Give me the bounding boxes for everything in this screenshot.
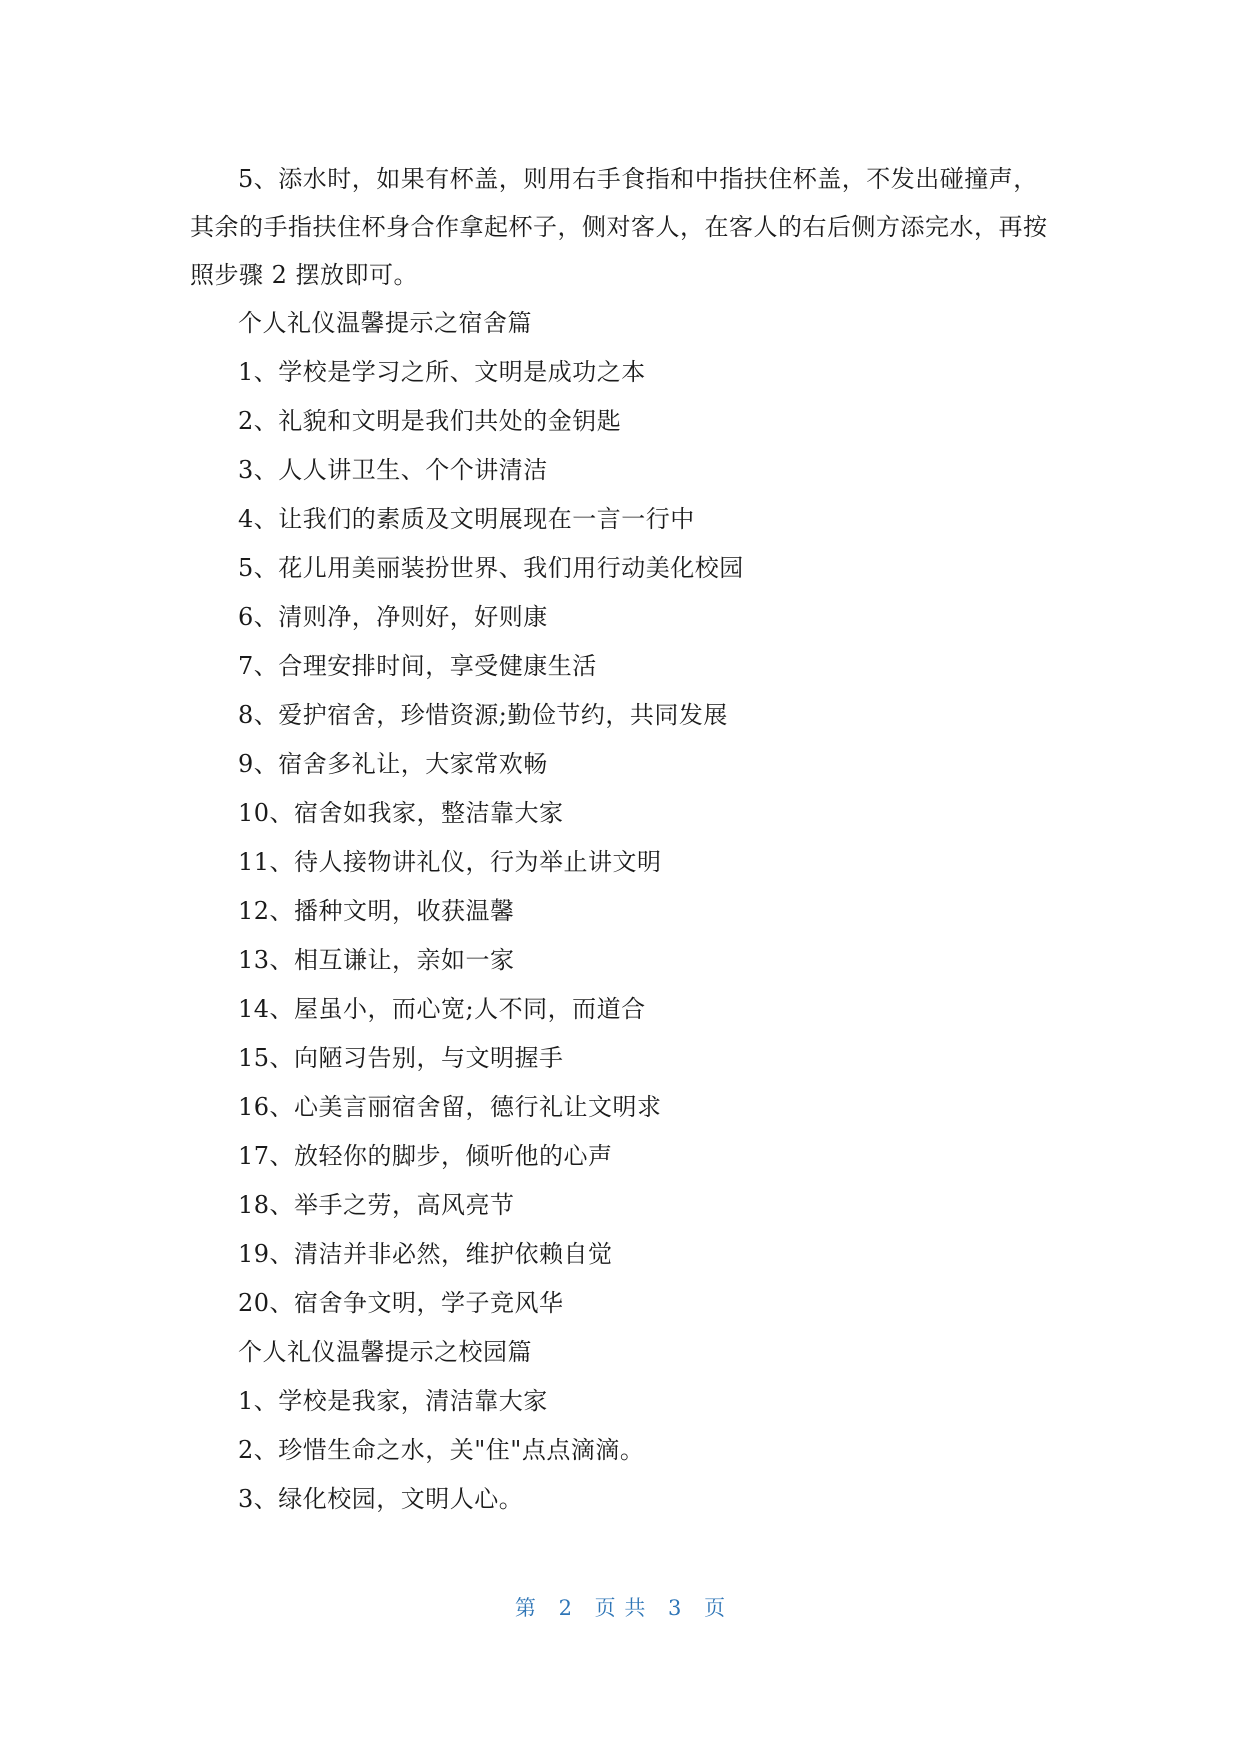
current-page-number: 2 bbox=[558, 1596, 573, 1620]
document-body bbox=[190, 155, 1050, 1524]
list-item: 13、相互谦让，亲如一家 bbox=[238, 946, 515, 974]
footer-prefix: 第 bbox=[514, 1596, 537, 1620]
list-item: 1、学校是我家，清洁靠大家 bbox=[238, 1387, 548, 1415]
list-item: 3、人人讲卫生、个个讲清洁 bbox=[238, 456, 548, 484]
page-footer bbox=[0, 1592, 1241, 1622]
list-item: 17、放轻你的脚步，倾听他的心声 bbox=[238, 1142, 613, 1170]
list-item: 2、珍惜生命之水，关"住"点点滴滴。 bbox=[238, 1436, 645, 1464]
section-heading-dorm: 个人礼仪温馨提示之宿舍篇 bbox=[238, 309, 532, 337]
list-item: 20、宿舍争文明，学子竞风华 bbox=[238, 1289, 564, 1317]
list-item: 9、宿舍多礼让，大家常欢畅 bbox=[238, 750, 548, 778]
list-item: 6、清则净，净则好，好则康 bbox=[238, 603, 548, 631]
list-item: 18、举手之劳，高风亮节 bbox=[238, 1191, 515, 1219]
list-item: 11、待人接物讲礼仪，行为举止讲文明 bbox=[238, 848, 662, 876]
section-heading-campus: 个人礼仪温馨提示之校园篇 bbox=[238, 1338, 532, 1366]
list-item: 2、礼貌和文明是我们共处的金钥匙 bbox=[238, 407, 622, 435]
footer-suffix: 页 bbox=[704, 1596, 727, 1620]
footer-middle: 页 共 bbox=[594, 1596, 647, 1620]
list-item: 16、心美言丽宿舍留，德行礼让文明求 bbox=[238, 1093, 662, 1121]
list-item: 15、向陋习告别，与文明握手 bbox=[238, 1044, 564, 1072]
intro-paragraph: 5、添水时，如果有杯盖，则用右手食指和中指扶住杯盖，不发出碰撞声，其余的手指扶住杯身合作拿起杯子，侧对客人，在客人的右后侧方添完水，再按照步骤 2 摆放即可。 bbox=[190, 165, 1048, 289]
list-item: 4、让我们的素质及文明展现在一言一行中 bbox=[238, 505, 695, 533]
campus-tips-list bbox=[190, 1377, 1050, 1524]
list-item: 10、宿舍如我家，整洁靠大家 bbox=[238, 799, 564, 827]
total-page-number: 3 bbox=[668, 1596, 683, 1620]
list-item: 12、播种文明，收获温馨 bbox=[238, 897, 515, 925]
list-item: 5、花儿用美丽装扮世界、我们用行动美化校园 bbox=[238, 554, 744, 582]
list-item: 19、清洁并非必然，维护依赖自觉 bbox=[238, 1240, 613, 1268]
list-item: 8、爱护宿舍，珍惜资源;勤俭节约，共同发展 bbox=[238, 701, 728, 729]
list-item: 3、绿化校园，文明人心。 bbox=[238, 1485, 524, 1513]
list-item: 1、学校是学习之所、文明是成功之本 bbox=[238, 358, 646, 386]
dorm-tips-list bbox=[190, 348, 1050, 1328]
list-item: 7、合理安排时间，享受健康生活 bbox=[238, 652, 597, 680]
list-item: 14、屋虽小，而心宽;人不同，而道合 bbox=[238, 995, 646, 1023]
